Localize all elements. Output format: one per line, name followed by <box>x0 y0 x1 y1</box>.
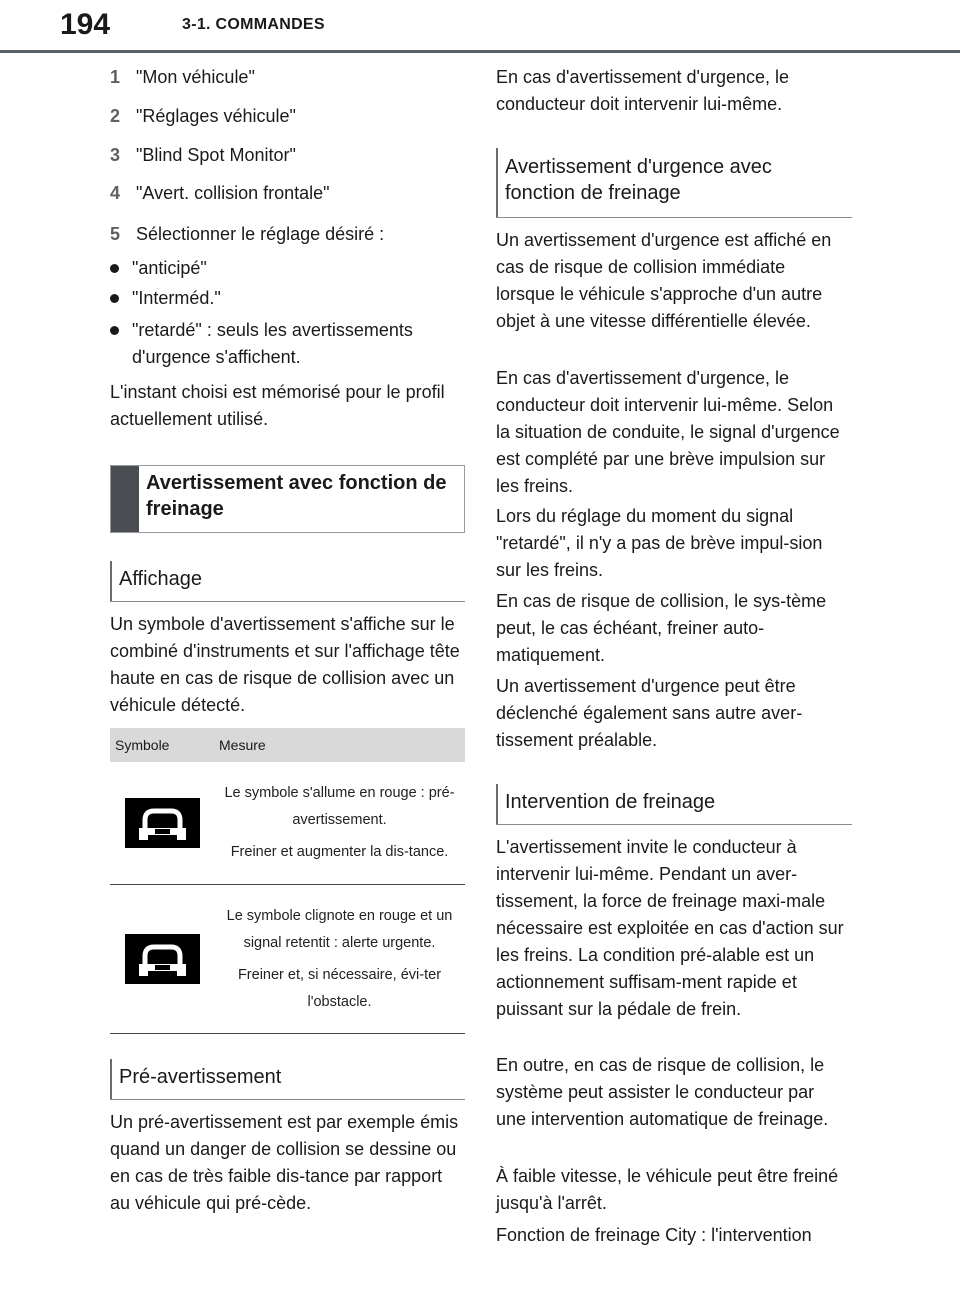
measure-text: Freiner et, si nécessaire, évi-ter l'obstacle. <box>237 966 442 1010</box>
bullet-icon <box>110 294 119 303</box>
urgence-paragraph: Un avertissement d'urgence est affiché en cas de risque de collision immédiate lorsque le véhicule s'approche d'un autre objet à une vitesse différentielle élevée. <box>496 230 832 331</box>
intervention-heading-title: Intervention de freinage <box>505 791 716 813</box>
bullet-item: "anticipé" <box>110 255 466 282</box>
box-heading <box>110 465 465 533</box>
bullet-item: "Interméd." <box>110 285 466 312</box>
memo-paragraph: L'instant choisi est mémorisé pour le profil actuellement utilisé. <box>110 382 445 429</box>
header-divider <box>0 50 960 53</box>
table-row <box>110 762 465 885</box>
symbol-cell <box>110 885 214 1034</box>
bullet-icon <box>110 264 119 273</box>
measure-text: Le symbole s'allume en rouge : pré-avertissement. <box>224 785 455 828</box>
table-row <box>110 885 465 1034</box>
heading-bar <box>111 466 139 532</box>
urgence-paragraph: En cas de risque de collision, le sys-tème peut, le cas échéant, freiner auto-matiquement. <box>496 591 827 665</box>
intervention-heading <box>496 784 852 825</box>
urgence-heading <box>496 148 852 218</box>
car-warning-icon <box>125 798 200 848</box>
step-5: 5 Sélectionner le réglage désiré : <box>110 224 385 244</box>
pre-heading-title: Pré-avertissement <box>119 1066 282 1088</box>
affichage-heading <box>110 561 465 602</box>
intervention-paragraph: En outre, en cas de risque de collision, le système peut assister le conducteur par une intervention automatique de freinage. <box>496 1055 829 1129</box>
step-1: 1 "Mon véhicule" <box>110 67 255 87</box>
bullet-item: "retardé" : seuls les avertissements d'urgence s'affichent. <box>110 317 466 371</box>
measure-text: Le symbole clignote en rouge et un signal retentit : alerte urgente. <box>226 907 453 951</box>
intervention-paragraph: Fonction de freinage City : l'intervention <box>496 1225 812 1245</box>
symbol-table <box>110 728 465 1034</box>
car-warning-icon <box>125 934 200 984</box>
intro-paragraph: En cas d'avertissement d'urgence, le conducteur doit intervenir lui-même. <box>496 67 790 114</box>
page-number: 194 <box>60 8 111 41</box>
measure-cell <box>214 762 465 885</box>
affichage-heading-title: Affichage <box>119 568 203 590</box>
urgence-paragraph: Un avertissement d'urgence peut être déclenché également sans autre aver-tissement préalable. <box>496 676 803 750</box>
urgence-paragraph: Lors du réglage du moment du signal "retardé", il n'y a pas de brève impul-sion sur les freins. <box>496 506 823 580</box>
page-header <box>0 0 960 52</box>
urgence-paragraph: En cas d'avertissement d'urgence, le conducteur doit intervenir lui-même. Selon la situation de conduite, le signal d'urgence est complété par une brève impulsion sur les freins. <box>496 368 840 496</box>
intervention-paragraph: À faible vitesse, le véhicule peut être freiné jusqu'à l'arrêt. <box>496 1166 839 1213</box>
pre-avertissement-heading <box>110 1059 465 1100</box>
step-2: 2 "Réglages véhicule" <box>110 106 296 126</box>
pre-paragraph: Un pré-avertissement est par exemple émis quand un danger de collision se dessine ou en cas de très faible dis-tance par rapport au véhicule qui pré-cède. <box>110 1112 459 1213</box>
urgence-heading-title: Avertissement d'urgence avec fonction de freinage <box>505 156 772 204</box>
bullet-icon <box>110 326 119 335</box>
measure-text: Freiner et augmenter la dis-tance. <box>230 844 449 860</box>
step-3: 3 "Blind Spot Monitor" <box>110 145 296 165</box>
table-header-symbol: Symbole <box>110 728 214 762</box>
measure-cell <box>214 885 465 1034</box>
affichage-paragraph: Un symbole d'avertissement s'affiche sur le combiné d'instruments et sur l'affichage tête haute en cas de risque de collision avec un véhicule détecté. <box>110 614 460 715</box>
symbol-cell <box>110 762 214 885</box>
section-title: 3-1. COMMANDES <box>182 16 325 33</box>
intervention-paragraph: L'avertissement invite le conducteur à intervenir lui-même. Pendant un aver-tissement, la force de freinage maxi-male nécessaire est exploitée en cas d'action sur les freins. La condition pré-alable est un actionnement suffisam-ment rapide et puissant sur la pédale de frein. <box>496 837 844 1019</box>
step-4: 4 "Avert. collision frontale" <box>110 183 330 203</box>
box-heading-title: Avertissement avec fonction de freinage <box>146 472 447 520</box>
table-header-measure: Mesure <box>214 728 465 762</box>
